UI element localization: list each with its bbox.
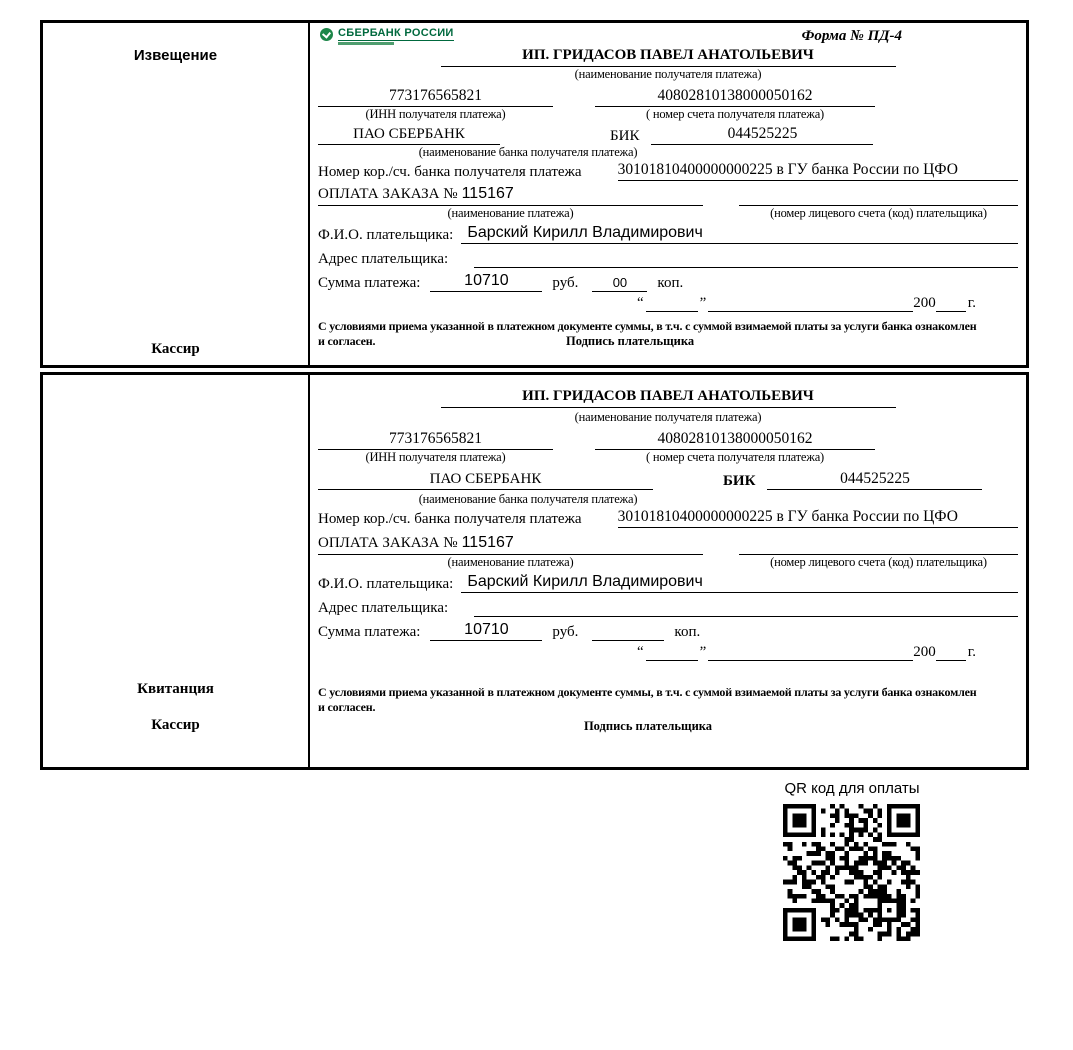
quote-open: “ (636, 295, 644, 311)
bank-caption: (наименование банка получателя платежа) (418, 492, 638, 506)
payment-caption: (наименование платежа) (447, 206, 574, 220)
account-caption: ( номер счета получателя платежа) (645, 450, 825, 464)
agreement-text: С условиями приема указанной в платежном документе суммы, в т.ч. с суммой взимаемой платы за услуги банка ознакомлен и согласен. (318, 319, 977, 348)
quote-close: ” (699, 644, 707, 660)
bank-name: ПАО СБЕРБАНК (318, 471, 653, 490)
personal-account-line (739, 186, 1018, 206)
quote-open: “ (636, 644, 644, 660)
qr-code (783, 804, 920, 941)
sberbank-logo (320, 27, 454, 45)
inn-caption: (ИНН получателя платежа) (365, 450, 506, 464)
notice-title: Извещение (133, 47, 218, 64)
notice-header-row (318, 26, 1018, 47)
quote-close: ” (699, 295, 707, 311)
year-suffix: г. (967, 644, 976, 660)
amount-label: Сумма платежа: (318, 624, 421, 640)
personal-account-line (739, 535, 1018, 555)
payment-name-label: ОПЛАТА ЗАКАЗА № (318, 535, 458, 551)
payer-name-value: Барский Кирилл Владимирович (461, 224, 1018, 244)
year-prefix: 200 (913, 644, 936, 660)
recipient-name: ИП. ГРИДАСОВ ПАВЕЛ АНАТОЛЬЕВИЧ (441, 47, 896, 67)
payer-address-value (474, 597, 1018, 617)
form-number-label: Форма № ПД-4 (801, 28, 902, 44)
inn-value: 773176565821 (318, 87, 553, 107)
personal-account-caption: (номер лицевого счета (код) плательщика) (770, 206, 987, 220)
bank-caption: (наименование банка получателя платежа) (418, 145, 638, 159)
bik-label: БИК (723, 473, 756, 489)
date-month-blank (708, 643, 913, 661)
recipient-caption: (наименование получателя платежа) (574, 67, 762, 81)
corr-account-label: Номер кор./сч. банка получателя платежа (318, 511, 582, 527)
rub-label: руб. (552, 624, 579, 640)
notice-section (40, 20, 1029, 368)
signature-label: Подпись плательщика (566, 334, 695, 348)
order-number: 115167 (461, 534, 514, 551)
qr-block (762, 780, 942, 941)
account-value: 40802810138000050162 (595, 430, 875, 450)
bik-value: 044525225 (767, 470, 982, 490)
agreement-text: С условиями приема указанной в платежном документе суммы, в т.ч. с суммой взимаемой платы за услуги банка ознакомлен и согласен. (318, 685, 977, 714)
amount-kop-value (592, 639, 664, 641)
amount-rub-value: 10710 (430, 621, 542, 641)
inn-caption: (ИНН получателя платежа) (365, 107, 506, 121)
sberbank-tagline (338, 42, 394, 45)
notice-side-cell (43, 23, 310, 365)
account-value: 40802810138000050162 (595, 87, 875, 107)
payer-name-value: Барский Кирилл Владимирович (461, 573, 1018, 593)
kop-label: коп. (674, 624, 701, 640)
corr-account-value: 30101810400000000225 в ГУ банка России по ЦФО (618, 161, 1018, 181)
recipient-name: ИП. ГРИДАСОВ ПАВЕЛ АНАТОЛЬЕВИЧ (441, 388, 896, 408)
date-line (318, 294, 976, 312)
notice-content (310, 23, 1026, 365)
amount-rub-value: 10710 (430, 272, 542, 292)
payment-caption: (наименование платежа) (447, 555, 574, 569)
payer-name-label: Ф.И.О. плательщика: (318, 227, 454, 243)
date-month-blank (708, 294, 913, 312)
receipt-title: Квитанция (137, 681, 214, 697)
sberbank-emblem-icon (320, 28, 333, 41)
date-line (318, 643, 976, 661)
bik-value: 044525225 (651, 125, 873, 145)
order-number: 115167 (461, 185, 514, 202)
kop-label: коп. (657, 275, 684, 291)
year-prefix: 200 (913, 295, 936, 311)
payer-name-label: Ф.И.О. плательщика: (318, 576, 454, 592)
bik-label: БИК (610, 128, 640, 144)
inn-value: 773176565821 (318, 430, 553, 450)
personal-account-caption: (номер лицевого счета (код) плательщика) (770, 555, 987, 569)
recipient-caption: (наименование получателя платежа) (574, 410, 762, 424)
signature-label: Подпись плательщика (583, 719, 713, 733)
qr-label: QR код для оплаты (784, 780, 920, 797)
payment-name-label: ОПЛАТА ЗАКАЗА № (318, 186, 458, 202)
amount-label: Сумма платежа: (318, 275, 421, 291)
account-caption: ( номер счета получателя платежа) (645, 107, 825, 121)
payer-address-label: Адрес плательщика: (318, 600, 449, 616)
corr-account-label: Номер кор./сч. банка получателя платежа (318, 164, 582, 180)
year-suffix: г. (967, 295, 976, 311)
rub-label: руб. (552, 275, 579, 291)
receipt-section (40, 372, 1029, 770)
cashier-label: Кассир (151, 341, 200, 357)
amount-kop-value: 00 (592, 275, 647, 292)
sberbank-logo-text: СБЕРБАНК РОССИИ (338, 27, 454, 39)
receipt-content (310, 375, 1026, 767)
payer-address-value (474, 248, 1018, 268)
receipt-side-cell (43, 375, 310, 767)
cashier-label: Кассир (151, 717, 200, 733)
date-year-blank (936, 643, 966, 661)
date-day-blank (646, 643, 698, 661)
bank-name: ПАО СБЕРБАНК (318, 126, 500, 145)
date-year-blank (936, 294, 966, 312)
payer-address-label: Адрес плательщика: (318, 251, 449, 267)
corr-account-value: 30101810400000000225 в ГУ банка России по ЦФО (618, 508, 1018, 528)
date-day-blank (646, 294, 698, 312)
